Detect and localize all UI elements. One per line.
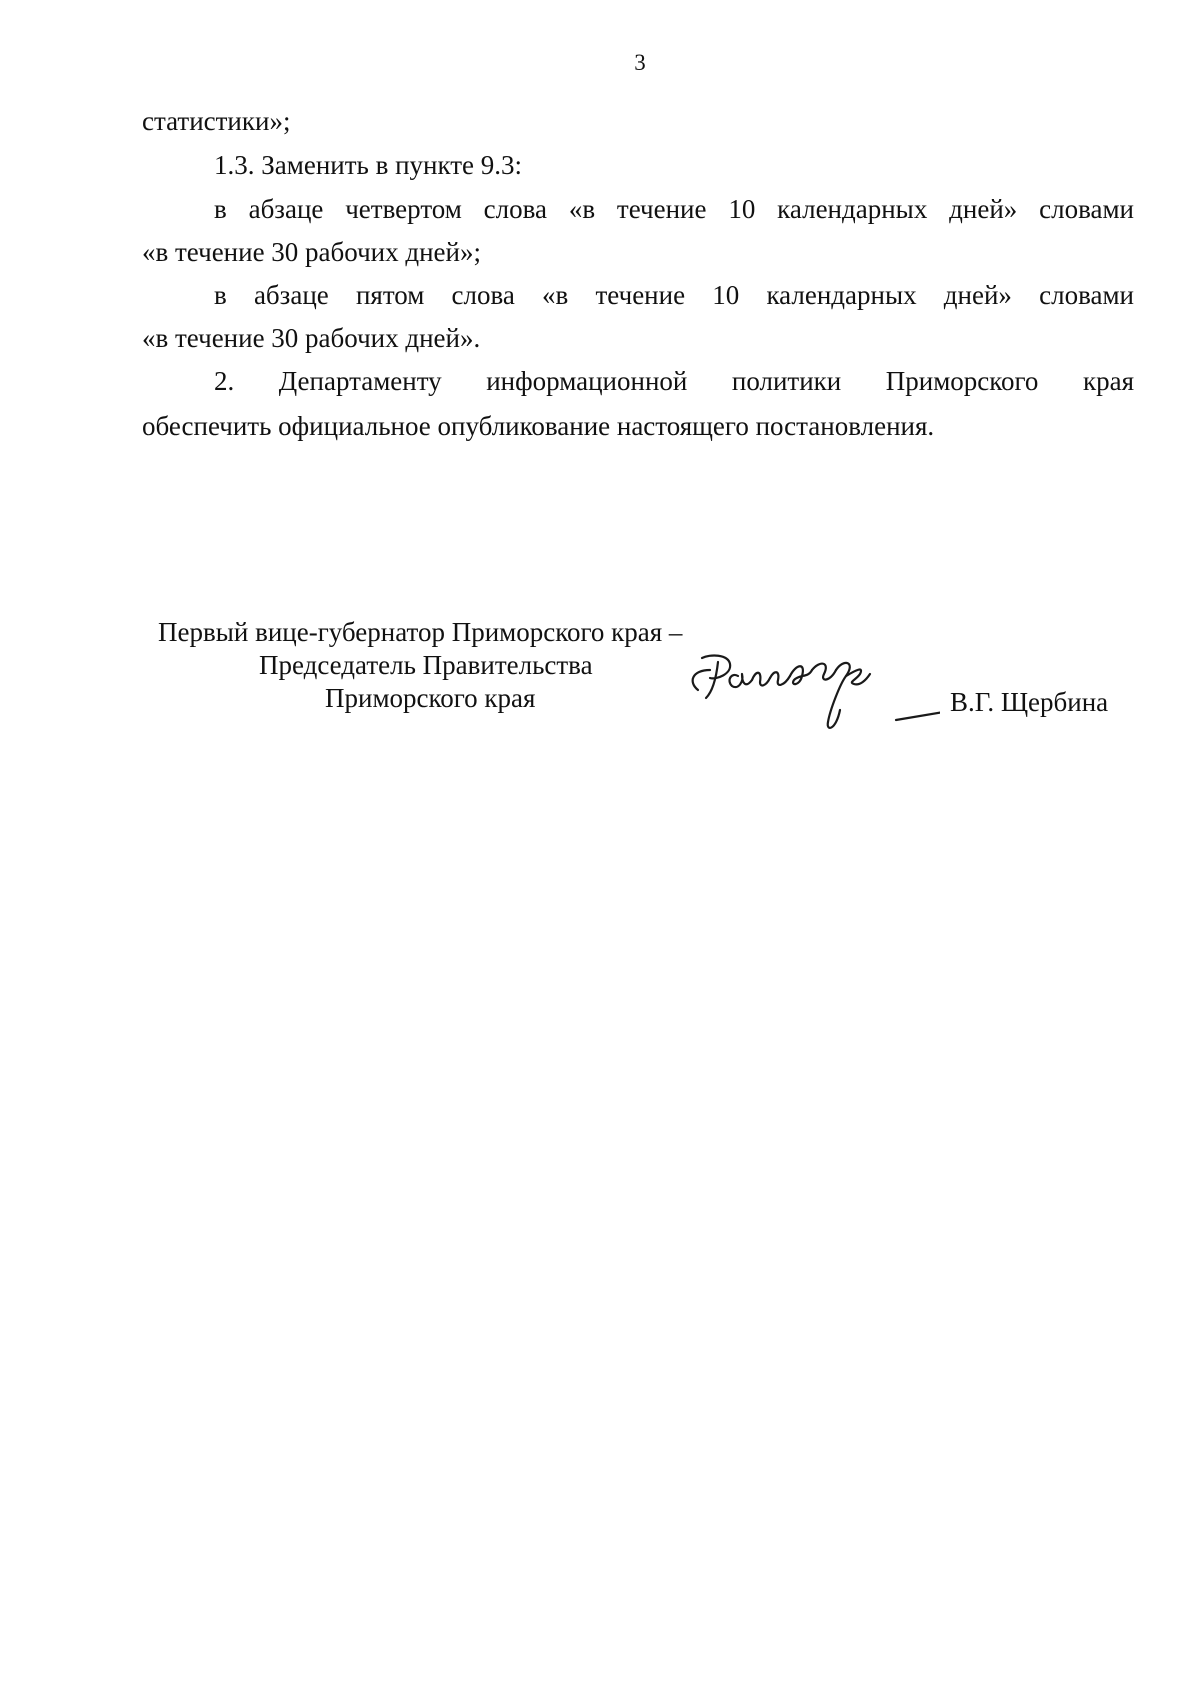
- signer-title-line-1: Первый вице-губернатор Приморского края –: [158, 617, 683, 647]
- signer-title-line-3: Приморского края: [325, 683, 536, 713]
- paragraph-fifth-abzac-cont: [142, 315, 1134, 361]
- handwritten-signature: [680, 640, 940, 750]
- paragraph-text: 1.3. Заменить в пункте 9.3:: [214, 150, 523, 180]
- page-number: 3: [634, 50, 646, 75]
- paragraph-item-2: [142, 358, 1134, 404]
- paragraph-text: «в течение 30 рабочих дней»;: [142, 237, 481, 267]
- paragraph-text: статистики»;: [142, 106, 291, 136]
- paragraph-text: в абзаце пятом слова «в течение 10 календарных дней» словами: [214, 280, 1134, 310]
- paragraph-fifth-abzac: [142, 272, 1134, 318]
- signer-title-line-2: Председатель Правительства: [259, 650, 593, 680]
- paragraph-fourth-abzac-cont: [142, 229, 1134, 275]
- signer-name: В.Г. Щербина: [950, 687, 1109, 717]
- paragraph-continuation: [142, 98, 1134, 144]
- paragraph-text: «в течение 30 рабочих дней».: [142, 323, 481, 353]
- paragraph-fourth-abzac: [142, 186, 1134, 232]
- paragraph-text: в абзаце четвертом слова «в течение 10 календарных дней» словами: [214, 194, 1134, 224]
- paragraph-item-1-3: [142, 142, 1134, 188]
- paragraph-item-2-cont: [142, 403, 1134, 449]
- paragraph-text: обеспечить официальное опубликование настоящего постановления.: [142, 411, 935, 441]
- paragraph-text: 2. Департаменту информационной политики Приморского края: [214, 366, 1134, 396]
